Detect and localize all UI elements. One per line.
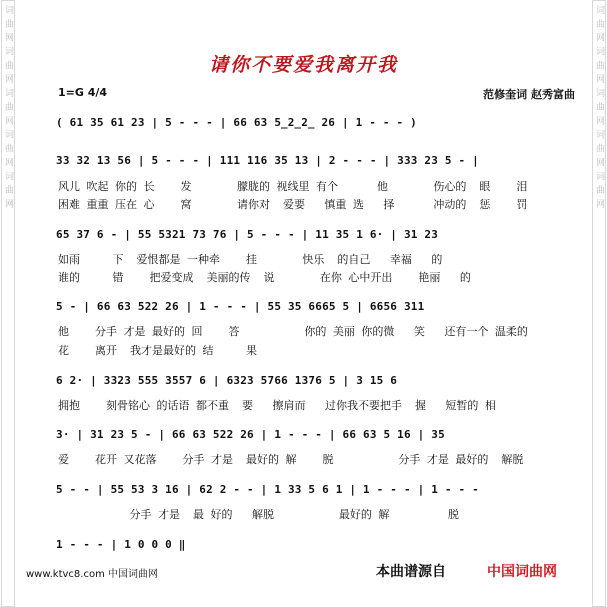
key-signature: 1=G 4/4 [58,86,108,99]
watermark-text-right: 词 曲 网 词 曲 网 词 曲 网 词 曲 网 词 曲 网 [594,5,604,210]
lyric-line-3: 如雨 下 爱恨都是 一种牵 挂 快乐 的自己 幸福 的 [58,253,443,266]
lyric-line-7: 拥抱 刻骨铭心 的话语 都不重 要 擦肩而 过你我不要把手 握 短暂的 相 [58,399,496,412]
footer-site: www.ktvc8.com 中国词曲网 [26,569,159,580]
score-line-8: 1 - - - | 1 0 0 0 ‖ [56,538,186,551]
score-line-6: 3· | 31 23 5 - | 66 63 522 26 | 1 - - - | 66 63 5 16 | 35 [56,428,445,441]
score-line-3: 65 37 6 - | 55 5321 73 76 | 5 - - - | 11 35 1 6· | 31 23 [56,228,439,241]
lyric-line-5: 他 分手 才是 最好的 回 答 你的 美丽 你的微 笑 还有一个 温柔的 [58,325,528,338]
score-line-5: 6 2· | 3323 555 3557 6 | 6323 5766 1376 5 | 3 15 6 [56,374,398,387]
left-watermark-strip [1,0,15,607]
lyric-line-6: 花 离开 我才是最好的 结 果 [58,344,257,357]
song-title: 请你不要爱我离开我 [208,54,398,76]
lyric-line-4: 谁的 错 把爱变成 美丽的传 说 在你 心中开出 艳丽 的 [58,271,471,284]
score-line-7: 5 - - | 55 53 3 16 | 62 2 - - | 1 33 5 6 1 | 1 - - - | 1 - - - [56,483,479,496]
right-watermark-strip [592,0,606,607]
footer-source-name: 中国词曲网 [487,564,557,580]
footer-source-label: 本曲谱源自 [376,564,446,580]
lyric-line-2: 困难 重重 压在 心 窝 请你对 爱要 慎重 选 择 冲动的 惩 罚 [58,198,528,211]
score-line-2: 33 32 13 56 | 5 - - - | 111 116 35 13 | 2 - - - | 333 23 5 - | [56,154,479,167]
lyric-line-9: 分手 才是 最 好的 解脱 最好的 解 脱 [58,508,459,521]
lyric-line-1: 风儿 吹起 你的 长 发 朦胧的 视线里 有个 他 伤心的 眼 泪 [58,180,528,193]
score-line-1: ( 61 35 61 23 | 5 - - - | 66 63 5̲2̲2̲ 26 | 1 - - - ) [56,116,417,129]
score-line-4: 5 - | 66 63 522 26 | 1 - - - | 55 35 6665 5 | 6656 311 [56,300,425,313]
credits: 范修奎词 赵秀富曲 [483,88,575,101]
watermark-text-left: 词 曲 网 词 曲 网 词 曲 网 词 曲 网 词 曲 网 [3,5,13,210]
lyric-line-8: 爱 花开 又花落 分手 才是 最好的 解 脱 分手 才是 最好的 解脱 [58,453,524,466]
